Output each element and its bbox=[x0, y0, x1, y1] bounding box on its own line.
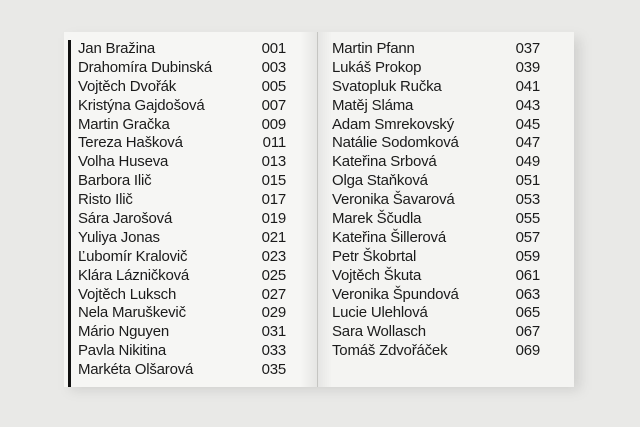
entry-name: Nela Maruškevič bbox=[78, 304, 186, 322]
contents-entry bbox=[78, 116, 286, 135]
entry-page-number: 039 bbox=[515, 58, 540, 76]
contents-entry bbox=[78, 323, 286, 342]
contents-entry bbox=[332, 342, 540, 361]
entry-name: Kateřina Srbová bbox=[332, 153, 437, 171]
entry-name: Barbora Ilič bbox=[78, 172, 152, 190]
entry-page-number: 025 bbox=[261, 266, 286, 284]
entry-name: Tereza Hašková bbox=[78, 134, 183, 152]
entry-page-number: 003 bbox=[261, 58, 286, 76]
contents-entry bbox=[332, 134, 540, 153]
entry-page-number: 065 bbox=[515, 304, 540, 322]
entry-page-number: 015 bbox=[261, 172, 286, 190]
entry-name: Petr Škobrtal bbox=[332, 247, 417, 265]
entry-name: Vojtěch Škuta bbox=[332, 266, 422, 284]
entry-page-number: 059 bbox=[515, 247, 540, 265]
entry-name: Tomáš Zdvořáček bbox=[332, 342, 448, 360]
entry-name: Natálie Sodomková bbox=[332, 134, 459, 152]
entry-page-number: 033 bbox=[261, 342, 286, 360]
contents-entry bbox=[78, 248, 286, 267]
entry-page-number: 045 bbox=[515, 115, 540, 133]
contents-entry bbox=[78, 210, 286, 229]
contents-entry bbox=[332, 153, 540, 172]
entry-name: Veronika Šavarová bbox=[332, 191, 455, 209]
entry-name: Vojtěch Dvořák bbox=[78, 77, 177, 95]
entry-page-number: 009 bbox=[261, 115, 286, 133]
entry-page-number: 013 bbox=[261, 153, 286, 171]
entry-page-number: 053 bbox=[515, 191, 540, 209]
entry-page-number: 031 bbox=[261, 323, 286, 341]
entry-page-number: 067 bbox=[515, 323, 540, 341]
entry-page-number: 017 bbox=[261, 191, 286, 209]
entry-name: Jan Bražina bbox=[78, 40, 156, 57]
entry-page-number: 007 bbox=[261, 96, 286, 114]
left-margin-rule bbox=[68, 40, 71, 387]
contents-entry bbox=[332, 304, 540, 323]
entry-page-number: 047 bbox=[515, 134, 540, 152]
entry-name: Klára Lázničková bbox=[78, 266, 190, 284]
contents-entry bbox=[332, 323, 540, 342]
contents-entry bbox=[332, 40, 540, 59]
entry-page-number: 069 bbox=[515, 342, 540, 360]
contents-entry bbox=[332, 78, 540, 97]
entry-page-number: 035 bbox=[261, 361, 286, 379]
contents-entry bbox=[78, 153, 286, 172]
entry-page-number: 021 bbox=[261, 228, 286, 246]
contents-entry bbox=[78, 229, 286, 248]
left-page bbox=[64, 32, 318, 387]
entry-name: Kristýna Gajdošová bbox=[78, 96, 205, 114]
entry-name: Risto Ilič bbox=[78, 191, 133, 209]
entry-name: Martin Pfann bbox=[332, 40, 415, 57]
entry-page-number: 019 bbox=[261, 210, 286, 228]
contents-list-left bbox=[78, 40, 286, 380]
contents-entry bbox=[332, 97, 540, 116]
contents-entry bbox=[332, 210, 540, 229]
contents-entry bbox=[332, 191, 540, 210]
contents-entry bbox=[332, 59, 540, 78]
contents-entry bbox=[332, 172, 540, 191]
entry-page-number: 005 bbox=[261, 77, 286, 95]
entry-page-number: 011 bbox=[262, 134, 286, 152]
entry-name: Mário Nguyen bbox=[78, 323, 169, 341]
entry-name: Veronika Špundová bbox=[332, 285, 459, 303]
entry-name: Markéta Olšarová bbox=[78, 361, 194, 379]
contents-entry bbox=[78, 191, 286, 210]
contents-entry bbox=[78, 40, 286, 59]
contents-entry bbox=[332, 116, 540, 135]
contents-entry bbox=[78, 304, 286, 323]
entry-page-number: 023 bbox=[261, 247, 286, 265]
contents-entry bbox=[332, 229, 540, 248]
entry-page-number: 049 bbox=[515, 153, 540, 171]
entry-page-number: 001 bbox=[261, 40, 286, 57]
entry-page-number: 037 bbox=[515, 40, 540, 57]
entry-name: Volha Huseva bbox=[78, 153, 169, 171]
contents-entry bbox=[332, 286, 540, 305]
entry-page-number: 043 bbox=[515, 96, 540, 114]
entry-name: Svatopluk Ručka bbox=[332, 77, 442, 95]
contents-list-right bbox=[332, 40, 540, 361]
entry-name: Vojtěch Luksch bbox=[78, 285, 177, 303]
contents-entry bbox=[78, 97, 286, 116]
entry-page-number: 029 bbox=[261, 304, 286, 322]
entry-page-number: 051 bbox=[515, 172, 540, 190]
entry-name: Yuliya Jonas bbox=[78, 228, 160, 246]
entry-name: Kateřina Šillerová bbox=[332, 228, 446, 246]
contents-entry bbox=[78, 59, 286, 78]
entry-name: Lucie Ulehlová bbox=[332, 304, 428, 322]
entry-page-number: 041 bbox=[515, 77, 540, 95]
contents-entry bbox=[78, 361, 286, 380]
right-page bbox=[318, 32, 574, 387]
entry-name: Pavla Nikitina bbox=[78, 342, 167, 360]
entry-page-number: 057 bbox=[515, 228, 540, 246]
entry-page-number: 061 bbox=[515, 266, 540, 284]
contents-entry bbox=[78, 342, 286, 361]
contents-entry bbox=[332, 267, 540, 286]
contents-entry bbox=[332, 248, 540, 267]
entry-name: Olga Staňková bbox=[332, 172, 428, 190]
entry-name: Sara Wollasch bbox=[332, 323, 426, 341]
entry-name: Matěj Sláma bbox=[332, 96, 414, 114]
entry-page-number: 027 bbox=[261, 285, 286, 303]
entry-name: Martin Gračka bbox=[78, 115, 170, 133]
contents-entry bbox=[78, 286, 286, 305]
contents-entry bbox=[78, 78, 286, 97]
entry-page-number: 055 bbox=[515, 210, 540, 228]
open-book bbox=[64, 32, 574, 387]
entry-name: Sára Jarošová bbox=[78, 210, 173, 228]
contents-entry bbox=[78, 134, 286, 153]
entry-name: Drahomíra Dubinská bbox=[78, 58, 212, 76]
contents-entry bbox=[78, 267, 286, 286]
entry-name: Marek Ščudla bbox=[332, 210, 422, 228]
entry-name: Lukáš Prokop bbox=[332, 58, 422, 76]
contents-entry bbox=[78, 172, 286, 191]
entry-name: Adam Smrekovský bbox=[332, 115, 455, 133]
entry-page-number: 063 bbox=[515, 285, 540, 303]
entry-name: Ľubomír Kralovič bbox=[78, 247, 188, 265]
